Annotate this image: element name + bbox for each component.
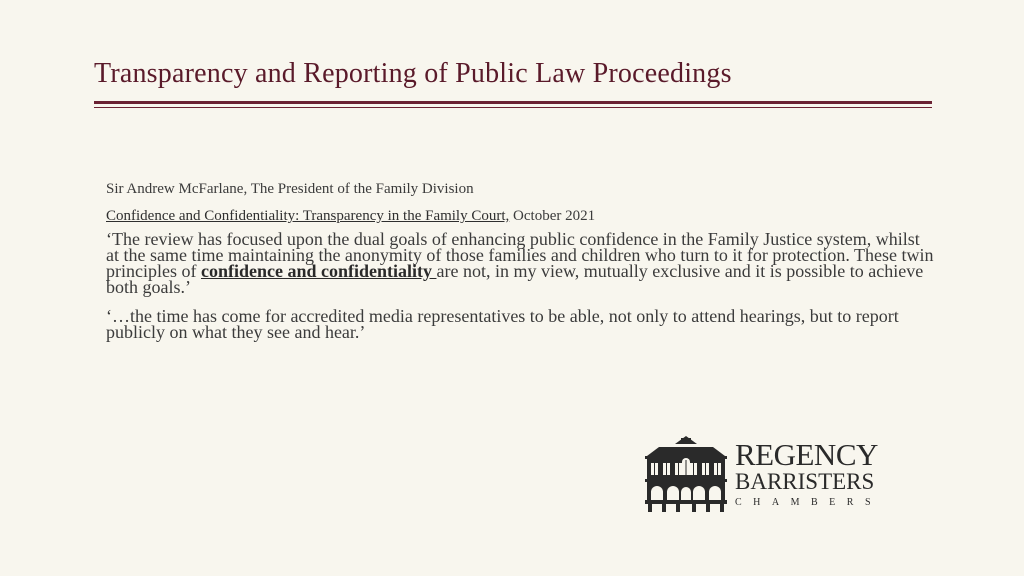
source-date: October 2021: [509, 208, 596, 224]
quote-review: [106, 231, 936, 295]
quote-review-highlight[interactable]: confidence and confidentiality: [200, 261, 437, 281]
logo-barristers: BARRISTERS: [735, 469, 875, 494]
building-icon: [645, 436, 727, 512]
quote-review-part2: are not, in my view, mutually exclusive and it is possible to achieve both goals.’: [106, 261, 924, 297]
source-link[interactable]: Confidence and Confidentiality: Transparency in the Family Court,: [106, 208, 510, 224]
quote-review-part1: ‘The review has focused upon the dual goals of enhancing public confidence in the Family Justice system, whilst at the same time maintaining the anonymity of those families and children who turn to it for protection. These twin principles of: [106, 229, 934, 281]
slide-title: Transparency and Reporting of Public Law Proceedings: [94, 58, 732, 89]
logo-wordmark: [735, 437, 883, 510]
logo-regency: REGENCY: [735, 437, 878, 472]
title-divider-thick: [94, 101, 932, 104]
logo-chambers: CHAMBERS: [735, 497, 883, 508]
title-divider-thin: [94, 107, 932, 108]
attribution: Sir Andrew McFarlane, The President of the Family Division: [106, 181, 474, 197]
slide-content: [106, 180, 936, 353]
source-citation: [106, 207, 936, 225]
regency-barristers-logo: [645, 436, 905, 516]
quote-media: ‘…the time has come for accredited media representatives to be able, not only to attend hearings, but to report publicly on what they see and hear.’: [106, 306, 899, 342]
